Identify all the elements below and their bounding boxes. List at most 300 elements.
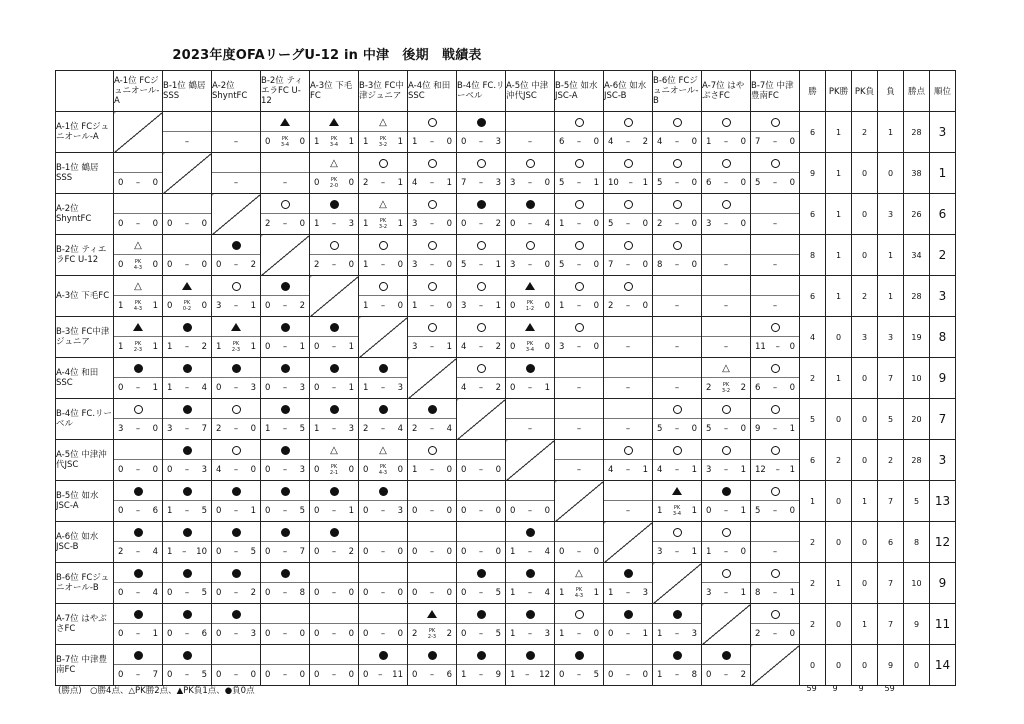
stat-value: 7	[878, 358, 904, 399]
rank-value: 3	[930, 440, 956, 481]
match-score: –	[723, 260, 729, 270]
score-away: 0	[593, 547, 599, 557]
result-symbol	[751, 604, 799, 624]
match-result-cell	[359, 563, 408, 604]
match-result-cell	[751, 358, 800, 399]
score-separator: –	[282, 506, 288, 516]
score-away: 0	[642, 301, 648, 311]
score-home: 3	[412, 260, 418, 270]
loss-filled-circle-icon	[281, 569, 290, 578]
pk-score: PK 1-2	[525, 300, 535, 312]
self-match-diagonal	[653, 563, 702, 604]
match-result-cell	[702, 235, 751, 276]
score-away: 5	[201, 670, 207, 680]
pk-loss-filled-triangle-icon	[133, 323, 143, 331]
result-symbol	[751, 317, 799, 337]
win-circle-icon	[771, 159, 780, 168]
score-away: 0	[691, 178, 697, 188]
win-circle-icon	[526, 241, 535, 250]
match-score	[653, 624, 701, 644]
score-separator: –	[380, 178, 386, 188]
score-home: 5	[755, 506, 761, 516]
match-result-cell	[604, 235, 653, 276]
match-score: –	[527, 424, 533, 434]
column-header-stat: PK負	[852, 71, 878, 112]
result-symbol	[359, 153, 407, 173]
score-separator: –	[429, 178, 435, 188]
result-symbol	[702, 399, 750, 419]
match-score	[457, 542, 505, 562]
column-header-team: B-2位 ティエラFC U-12	[261, 71, 310, 112]
loss-filled-circle-icon	[330, 323, 339, 332]
rank-value: 8	[930, 317, 956, 358]
self-match-diagonal	[114, 112, 163, 153]
header-row	[56, 71, 956, 112]
score-away: 9	[495, 670, 501, 680]
match-score	[751, 501, 799, 521]
score-away: 0	[740, 424, 746, 434]
score-away: 0	[789, 383, 795, 393]
match-result-cell	[702, 112, 751, 153]
result-symbol	[751, 522, 799, 542]
match-score	[751, 337, 799, 357]
loss-filled-circle-icon	[379, 405, 388, 414]
score-home: 1	[363, 260, 369, 270]
match-score	[408, 624, 456, 644]
match-result-cell	[163, 317, 212, 358]
match-result-cell	[212, 153, 261, 194]
match-result-cell	[114, 276, 163, 317]
result-symbol	[163, 399, 211, 419]
match-result-cell	[604, 112, 653, 153]
score-away: 0	[348, 178, 354, 188]
score-home: 1	[559, 219, 565, 229]
result-symbol	[261, 440, 309, 460]
match-score	[212, 419, 260, 439]
rank-value: 3	[930, 112, 956, 153]
match-score	[604, 255, 652, 275]
match-result-cell	[310, 358, 359, 399]
result-symbol	[114, 563, 162, 583]
match-score	[604, 460, 652, 480]
column-header-stat: 勝点	[904, 71, 930, 112]
win-circle-icon	[722, 528, 731, 537]
score-separator: –	[184, 465, 190, 475]
score-separator: –	[378, 670, 383, 680]
match-result-cell	[604, 645, 653, 686]
score-home: 4	[461, 342, 467, 352]
score-away: 2	[250, 588, 256, 598]
stat-value: 0	[826, 317, 852, 358]
match-result-cell	[408, 645, 457, 686]
score-home: 0	[412, 506, 418, 516]
score-home: 0	[314, 588, 320, 598]
score-home: 0	[608, 629, 614, 639]
stat-value: 2	[826, 440, 852, 481]
match-result-cell	[212, 276, 261, 317]
column-total: 9	[858, 684, 864, 693]
result-symbol	[359, 276, 407, 296]
self-match-diagonal	[212, 194, 261, 235]
pk-win-triangle-icon: △	[379, 117, 387, 128]
score-home: 0	[167, 260, 173, 270]
row-header-team: B-3位 FC中津ジュニア	[56, 317, 114, 358]
match-score: –	[723, 342, 729, 352]
score-home: 0	[265, 342, 271, 352]
match-score	[408, 296, 456, 316]
match-result-cell	[163, 604, 212, 645]
score-separator: –	[233, 424, 239, 434]
score-separator: –	[723, 219, 729, 229]
score-separator: –	[723, 547, 729, 557]
pk-score: PK 2-3	[231, 341, 241, 353]
score-away: 0	[740, 219, 746, 229]
score-home: 7	[755, 137, 761, 147]
match-score	[310, 132, 358, 152]
score-away: 2	[348, 547, 354, 557]
match-result-cell	[702, 399, 751, 440]
match-result-cell	[261, 522, 310, 563]
score-home: 2	[216, 424, 222, 434]
match-result-cell	[261, 358, 310, 399]
score-away: 6	[152, 506, 158, 516]
loss-filled-circle-icon	[330, 487, 339, 496]
match-result-cell	[653, 358, 702, 399]
score-home: 0	[510, 301, 516, 311]
score-home: 0	[216, 547, 222, 557]
row-header-team: A-2位 ShyntFC	[56, 194, 114, 235]
pk-score: PK 4-3	[378, 464, 388, 476]
match-result-cell	[555, 317, 604, 358]
pk-win-triangle-icon: △	[575, 568, 583, 579]
result-symbol	[310, 317, 358, 337]
match-score	[457, 665, 505, 685]
win-circle-icon	[771, 610, 780, 619]
match-score	[604, 665, 652, 685]
match-score	[359, 214, 407, 234]
score-separator: –	[380, 260, 386, 270]
table-row	[56, 440, 956, 481]
score-separator: –	[429, 465, 435, 475]
column-header-team: B-3位 FC中津ジュニア	[359, 71, 408, 112]
match-result-cell	[555, 645, 604, 686]
result-symbol	[212, 112, 260, 132]
self-match-diagonal	[702, 604, 751, 645]
match-score	[359, 624, 407, 644]
score-separator: –	[625, 465, 631, 475]
score-separator: –	[478, 178, 484, 188]
score-home: 1	[559, 301, 565, 311]
match-result-cell	[506, 153, 555, 194]
score-away: 3	[348, 424, 354, 434]
result-symbol	[408, 440, 456, 460]
match-score	[555, 624, 603, 644]
match-result-cell	[506, 604, 555, 645]
score-away: 0	[250, 465, 256, 475]
match-result-cell	[310, 604, 359, 645]
match-score: –	[772, 219, 778, 229]
score-home: 8	[657, 260, 663, 270]
stat-value: 6	[800, 276, 826, 317]
match-score	[212, 296, 260, 316]
loss-filled-circle-icon	[428, 405, 437, 414]
match-score	[653, 460, 701, 480]
table-row	[56, 235, 956, 276]
result-symbol	[408, 112, 456, 132]
pk-loss-filled-triangle-icon	[280, 118, 290, 126]
result-symbol	[212, 440, 260, 460]
match-score	[359, 378, 407, 398]
score-home: 0	[118, 260, 124, 270]
match-result-cell	[212, 399, 261, 440]
score-away: 0	[152, 465, 158, 475]
match-score	[359, 296, 407, 316]
score-away: 3	[299, 465, 305, 475]
match-score	[457, 173, 505, 193]
score-home: 1	[167, 547, 173, 557]
score-separator: –	[282, 383, 288, 393]
score-separator: –	[576, 342, 582, 352]
match-result-cell	[506, 194, 555, 235]
loss-filled-circle-icon	[477, 569, 486, 578]
result-symbol	[163, 563, 211, 583]
pk-win-triangle-icon: △	[134, 281, 142, 292]
score-separator: –	[282, 629, 288, 639]
result-symbol	[114, 153, 162, 173]
match-result-cell	[212, 522, 261, 563]
rank-value: 9	[930, 563, 956, 604]
match-result-cell	[751, 194, 800, 235]
match-score	[261, 419, 309, 439]
loss-filled-circle-icon	[330, 364, 339, 373]
match-score	[555, 214, 603, 234]
score-separator: –	[723, 424, 729, 434]
result-symbol	[751, 481, 799, 501]
score-home: 0	[118, 506, 124, 516]
match-score	[506, 214, 554, 234]
score-away: 0	[152, 424, 158, 434]
score-home: 9	[755, 424, 761, 434]
score-away: 4	[544, 588, 550, 598]
match-result-cell	[261, 194, 310, 235]
match-score	[457, 296, 505, 316]
score-separator: –	[576, 547, 582, 557]
score-separator: –	[772, 588, 778, 598]
stat-value: 0	[826, 604, 852, 645]
score-home: 3	[559, 342, 565, 352]
stat-value: 9	[878, 645, 904, 686]
loss-filled-circle-icon	[526, 200, 535, 209]
loss-filled-circle-icon	[232, 610, 241, 619]
result-symbol	[261, 358, 309, 378]
match-result-cell	[212, 235, 261, 276]
win-circle-icon	[575, 159, 584, 168]
win-circle-icon	[575, 200, 584, 209]
result-symbol	[261, 645, 309, 665]
match-result-cell	[555, 399, 604, 440]
loss-filled-circle-icon	[477, 651, 486, 660]
match-result-cell	[751, 235, 800, 276]
stat-value: 0	[852, 358, 878, 399]
result-symbol	[653, 481, 701, 501]
score-separator: –	[184, 670, 190, 680]
score-away: 1	[691, 465, 697, 475]
match-result-cell	[506, 235, 555, 276]
score-away: 0	[348, 465, 354, 475]
match-score	[163, 378, 211, 398]
result-symbol	[653, 235, 701, 255]
match-result-cell	[506, 481, 555, 522]
score-away: 0	[789, 137, 795, 147]
pk-win-triangle-icon: △	[722, 363, 730, 374]
win-circle-icon	[232, 405, 241, 414]
column-header-team: A-6位 如水JSC-B	[604, 71, 653, 112]
match-score	[457, 378, 505, 398]
score-home: 1	[363, 219, 369, 229]
match-result-cell	[604, 153, 653, 194]
score-away: 2	[299, 301, 305, 311]
score-home: 0	[314, 383, 320, 393]
result-symbol	[163, 276, 211, 296]
match-score: –	[625, 424, 631, 434]
match-score	[212, 665, 260, 685]
stat-value: 8	[904, 522, 930, 563]
match-result-cell	[359, 399, 408, 440]
pk-score: PK 0-2	[182, 300, 192, 312]
loss-filled-circle-icon	[232, 528, 241, 537]
score-away: 5	[299, 506, 305, 516]
self-match-diagonal	[457, 399, 506, 440]
score-separator: –	[628, 178, 633, 188]
match-result-cell	[359, 194, 408, 235]
match-score	[114, 296, 162, 316]
score-home: 1	[412, 137, 418, 147]
match-result-cell	[114, 604, 163, 645]
match-result-cell	[702, 153, 751, 194]
loss-filled-circle-icon	[183, 528, 192, 537]
result-symbol	[359, 194, 407, 214]
stat-value: 2	[800, 522, 826, 563]
points-legend: (勝点) ○勝4点、△PK勝2点、▲PK負1点、●負0点	[58, 686, 255, 696]
score-separator: –	[331, 424, 337, 434]
win-circle-icon	[428, 241, 437, 250]
loss-filled-circle-icon	[330, 200, 339, 209]
score-separator: –	[282, 588, 288, 598]
result-symbol	[408, 604, 456, 624]
score-away: 3	[642, 588, 648, 598]
match-result-cell	[163, 481, 212, 522]
match-result-cell	[261, 563, 310, 604]
score-away: 4	[397, 424, 403, 434]
result-symbol	[702, 481, 750, 501]
stat-value: 1	[852, 481, 878, 522]
match-score	[359, 132, 407, 152]
match-score	[163, 624, 211, 644]
result-symbol	[506, 235, 554, 255]
match-score	[163, 665, 211, 685]
score-away: 8	[691, 670, 697, 680]
score-home: 4	[461, 383, 467, 393]
stat-value: 2	[852, 112, 878, 153]
match-score	[408, 460, 456, 480]
score-separator: –	[576, 178, 582, 188]
score-separator: –	[527, 629, 533, 639]
score-separator: –	[625, 670, 631, 680]
match-score	[457, 501, 505, 521]
stat-value: 38	[904, 153, 930, 194]
score-away: 0	[348, 629, 354, 639]
loss-filled-circle-icon	[379, 651, 388, 660]
match-score	[359, 583, 407, 603]
match-result-cell	[408, 317, 457, 358]
score-home: 0	[265, 629, 271, 639]
win-circle-icon	[722, 159, 731, 168]
row-header-team: A-5位 中津沖代JSC	[56, 440, 114, 481]
result-symbol	[310, 563, 358, 583]
score-home: 3	[510, 260, 516, 270]
loss-filled-circle-icon	[183, 651, 192, 660]
match-score	[114, 214, 162, 234]
score-separator: –	[135, 547, 141, 557]
score-separator: –	[380, 506, 386, 516]
rank-value: 13	[930, 481, 956, 522]
match-result-cell	[604, 481, 653, 522]
score-separator: –	[233, 506, 239, 516]
score-home: 2	[657, 219, 663, 229]
match-score	[506, 583, 554, 603]
result-symbol	[408, 399, 456, 419]
score-away: 0	[397, 301, 403, 311]
row-header-team: A-1位 FCジュニオール-A	[56, 112, 114, 153]
score-separator: –	[135, 506, 141, 516]
score-home: 0	[412, 670, 418, 680]
win-circle-icon	[624, 159, 633, 168]
score-away: 1	[152, 342, 158, 352]
stat-value: 0	[852, 522, 878, 563]
result-symbol	[163, 522, 211, 542]
result-symbol	[163, 112, 211, 132]
score-home: 0	[118, 670, 124, 680]
score-away: 0	[348, 670, 354, 680]
score-home: 3	[167, 424, 173, 434]
match-result-cell	[457, 235, 506, 276]
result-symbol	[408, 563, 456, 583]
match-score: –	[233, 178, 239, 188]
loss-filled-circle-icon	[183, 487, 192, 496]
match-score	[555, 173, 603, 193]
stat-value: 2	[878, 440, 904, 481]
score-away: 0	[691, 137, 697, 147]
score-separator: –	[723, 506, 729, 516]
match-result-cell	[408, 440, 457, 481]
match-score	[359, 255, 407, 275]
score-separator: –	[429, 301, 435, 311]
loss-filled-circle-icon	[281, 364, 290, 373]
stat-value: 0	[800, 645, 826, 686]
result-symbol	[408, 194, 456, 214]
match-score	[261, 542, 309, 562]
score-separator: –	[576, 670, 582, 680]
row-header-team: A-7位 はやぶさFC	[56, 604, 114, 645]
score-away: 0	[495, 506, 501, 516]
result-symbol	[359, 563, 407, 583]
score-away: 0	[397, 547, 403, 557]
match-score	[114, 173, 162, 193]
match-score	[359, 173, 407, 193]
table-row	[56, 399, 956, 440]
score-separator: –	[282, 219, 288, 229]
match-score: –	[233, 137, 239, 147]
